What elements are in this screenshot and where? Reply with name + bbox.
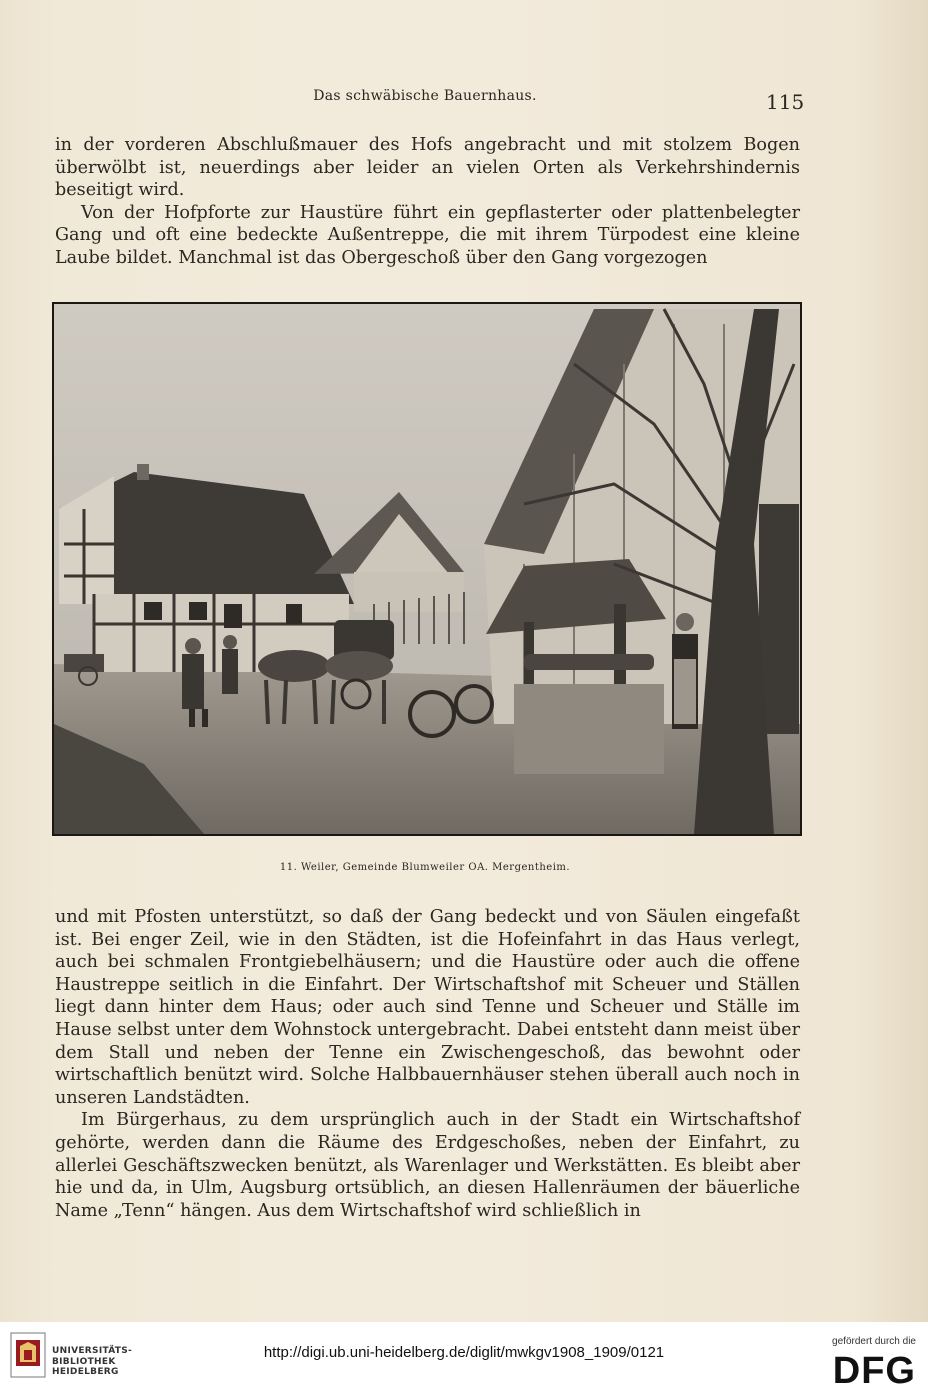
bottom-text-block [55, 906, 800, 1222]
library-name: UNIVERSITÄTS- BIBLIOTHEK HEIDELBERG [52, 1346, 133, 1377]
paragraph-hofpforte: Von der Hofpforte zur Haustüre führt ein gepflasterter oder plattenbelegter Gang und oft eine bedeckte Außentreppe, die mit ihrem Türpodest eine kleine Laube bildet. Manchmal ist das Obergeschoß über den Gang vorgezogen [55, 202, 800, 268]
paragraph-buergerhaus: Im Bürgerhaus, zu dem ursprünglich auch in der Stadt ein Wirtschaftshof gehörte, werden dann die Räume des Erdgeschoßes, neben der Einfahrt, zu allerlei Geschäftszwecken benützt, als Warenlager und Werkstätten. Es bleibt aber hie und da, in Ulm, Augsburg ortsüblich, an diesen Hallenräumen der bäuerliche Name „Tenn“ hängen. Aus dem Wirtschaftshof wird schließlich in [55, 1110, 800, 1221]
farmyard-photograph [52, 302, 802, 836]
digitization-footer [0, 1322, 928, 1395]
paragraph-continuation: in der vorderen Abschlußmauer des Hofs angebracht und mit stolzem Bogen überwölbt ist, neuerdings aber leider an vielen Orten als Verkehrshindernis beseitigt wird. [55, 135, 800, 201]
funded-by-label: gefördert durch die [832, 1336, 916, 1347]
figure-caption: 11. Weiler, Gemeinde Blumweiler OA. Mergentheim. [279, 862, 571, 873]
page-number: 115 [766, 90, 805, 114]
running-title: Das schwäbische Bauernhaus. [313, 88, 537, 104]
paragraph-pfosten: und mit Pfosten unterstützt, so daß der Gang bedeckt und von Säulen eingefaßt ist. Bei enger Zeil, wie in den Städten, ist die Hofeinfahrt in das Haus verlegt, auch bei schmalen Frontgiebelhäusern; und die Haustüre oder auch die offene Haustreppe seitlich in die Einfahrt. Der Wirtschaftshof mit Scheuer und Ställen liegt dann hinter dem Haus; oder auch sind Tenne und Scheuer und Ställe im Hause selbst unter dem Wohnstock untergebracht. Dabei entsteht dann meist über dem Stall und neben der Tenne ein Zwischengeschoß, das bewohnt oder wirtschaftlich benützt wird. Solche Halbbauernhäuser stehen überall auch noch in unseren Landstädten. [55, 907, 800, 1108]
dfg-logo-icon: DFG [832, 1350, 916, 1392]
permalink-url[interactable]: http://digi.ub.uni-heidelberg.de/diglit/mwkgv1908_1909/0121 [263, 1344, 665, 1361]
top-text-block [55, 134, 800, 270]
